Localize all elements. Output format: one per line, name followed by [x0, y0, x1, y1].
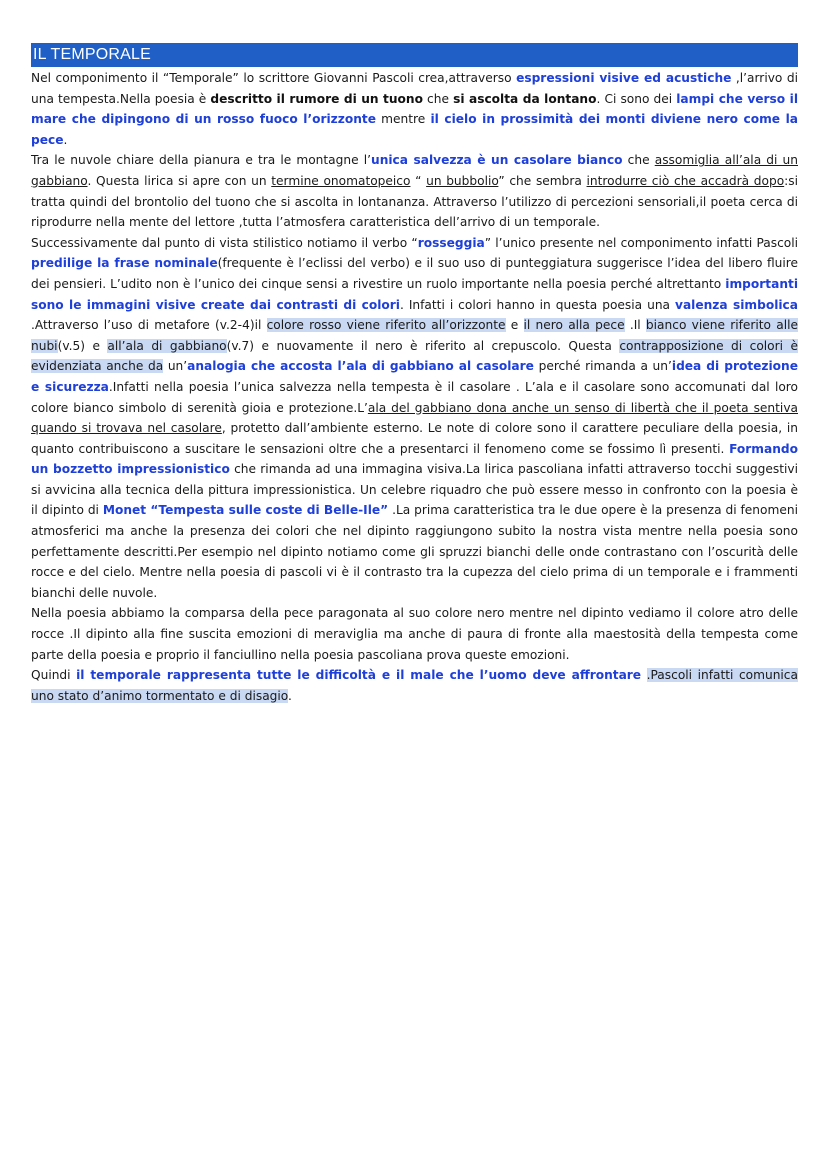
emphasis-text: importanti sono le immagini visive create dai contrasti di colori: [31, 276, 798, 312]
body-text: .Infatti nella poesia l’unica salvezza nella tempesta è il casolare . L’ala e il casolare sono accomunati dal loro colore bianco simbolo di serenità gioia e protezione.L’: [31, 379, 798, 415]
body-text: e: [505, 318, 524, 333]
body-text: ” che sembra: [498, 173, 587, 188]
body-text: perché rimanda a un’: [533, 359, 672, 374]
emphasis-text: unica salvezza è un casolare bianco: [371, 153, 623, 168]
body-text: Tra le nuvole chiare della pianura e tra le montagne l’: [31, 153, 372, 168]
body-text: Quindi: [31, 668, 77, 683]
underlined-text: ala del gabbiano dona anche un senso di libertà che il poeta sentiva quando si trovava nel casolare: [31, 400, 798, 436]
highlighted-text: all’ala di gabbiano: [107, 338, 227, 353]
body-text: mentre: [376, 112, 431, 127]
bold-text: descritto il rumore di un tuono: [210, 91, 423, 106]
body-text: che: [422, 91, 454, 106]
paragraph-1: [31, 68, 798, 150]
underlined-text: assomiglia all’ala di un gabbiano: [31, 153, 798, 188]
emphasis-text: predilige la frase nominale: [31, 256, 218, 271]
body-text: Nel componimento il “Temporale” lo scrittore Giovanni Pascoli crea,attraverso: [31, 71, 517, 85]
body-text: che: [622, 153, 655, 168]
emphasis-text: rosseggia: [417, 235, 485, 250]
emphasis-text: Formando un bozzetto impressionistico: [31, 441, 798, 477]
bold-text: si ascolta da lontano: [453, 91, 597, 106]
emphasis-text: idea di protezione e sicurezza: [31, 359, 799, 394]
paragraph-3: [31, 233, 798, 604]
body-text: . Infatti i colori hanno in questa poesia una: [399, 297, 676, 312]
emphasis-text: Monet “Tempesta sulle coste di Belle-Ile”: [102, 503, 389, 518]
body-text: .: [288, 688, 292, 703]
body-text: “: [410, 173, 427, 188]
highlighted-text: il nero alla pece: [523, 318, 625, 333]
body-text: .La prima caratteristica tra le due opere è la presenza di fenomeni atmosferici ma anche la presenza dei colori che nel dipinto raggiungono subito la nostra vista mentre nella poesia sono perfettamente descritti.Per esempio nel dipinto notiamo come gli spruzzi bianchi delle onde contrastano con l’oscurità delle rocce e del cielo. Mentre nella poesia di pascoli vi è il contrasto tra la cupezza del cielo prima di un temporale e i frammenti bianchi delle nuvole.: [31, 503, 798, 600]
body-text: che rimanda ad una immagina visiva.La lirica pascoliana infatti attraverso tocchi suggestivi si avvicina alla tecnica della pittura impressionistica. Un celebre riquadro che può essere messo in confronto con la poesia è il dipinto di: [31, 462, 798, 518]
body-text: un’: [163, 359, 188, 374]
emphasis-text: il cielo in prossimità dei monti diviene nero come la pece: [31, 112, 799, 147]
emphasis-text: valenza simbolica: [675, 297, 798, 312]
body-text: Successivamente dal punto di vista stilistico notiamo il verbo “: [31, 235, 418, 250]
underlined-text: un bubbolio: [426, 173, 499, 188]
body-text: (v.7) e nuovamente il nero è riferito al crepuscolo. Questa: [226, 338, 620, 353]
emphasis-text: analogia che accosta l’ala di gabbiano al casolare: [187, 359, 534, 374]
underlined-text: termine onomatopeico: [271, 173, 411, 188]
paragraph-5: [31, 665, 798, 706]
body-text: .Attraverso l’uso di metafore (v.2-4)il: [31, 318, 267, 333]
body-text: Nella poesia abbiamo la comparsa della pece paragonata al suo colore nero mentre nel dipinto vediamo il colore atro delle rocce .Il dipinto alla fine suscita emozioni di meraviglia ma anche di paura di fronte alla maestosità della tempesta come parte della poesia e proprio il fanciullino nella poesia pascoliana prova queste emozioni.: [31, 606, 798, 662]
highlighted-text: bianco viene riferito alle nubi: [31, 318, 798, 353]
document-page: [31, 43, 798, 706]
paragraph-4: [31, 603, 798, 665]
emphasis-text: espressioni visive ed acustiche: [516, 71, 732, 85]
underlined-text: introdurre ciò che accadrà dopo: [586, 173, 785, 188]
body-text: (frequente è l’eclissi del verbo) e il suo uso di punteggiatura suggerisce l’idea del libero fluire dei pensieri. L’udito non è l’unico dei cinque sensi a rivestire un ruolo importante nella poesia perché altrettanto: [31, 256, 798, 291]
body-text: . Ci sono dei: [596, 91, 677, 106]
body-text: (v.5) e: [57, 338, 108, 353]
body-text: [641, 668, 647, 682]
highlighted-text: .Pascoli infatti comunica uno stato d’animo tormentato e di disagio: [31, 668, 798, 703]
body-text: :si tratta quindi del brontolio del tuono che si ascolta in lontananza. Attraverso l’utilizzo di percezioni sensoriali,il poeta cerca di riprodurre nella mente del lettore ,tutta l’atmosfera caratteristica dell’arrivo di un temporale.: [31, 173, 799, 230]
highlighted-text: colore rosso viene riferito all’orizzonte: [266, 318, 506, 333]
body-text: ” l’unico presente nel componimento infatti Pascoli: [484, 235, 798, 250]
highlighted-text: contrapposizione di colori è evidenziata anche da: [31, 338, 798, 374]
body-text: . Questa lirica si apre con un: [87, 173, 272, 188]
paragraph-2: [31, 150, 798, 232]
body-text: ,l’arrivo di una tempesta.Nella poesia è: [31, 71, 798, 106]
emphasis-text: il temporale rappresenta tutte le difficoltà e il male che l’uomo deve affrontare: [76, 668, 642, 683]
document-title: IL TEMPORALE: [31, 43, 798, 67]
body-text: , protetto dall’ambiente esterno. Le note di colore sono il carattere peculiare della poesia, in quanto contribuiscono a suscitare le sensazioni oltre che a presentarci il fenomeno come se fossimo lì presenti.: [31, 421, 798, 456]
body-text: .: [63, 132, 68, 147]
emphasis-text: lampi che verso il mare che dipingono di un rosso fuoco l’orizzonte: [31, 91, 798, 127]
body-text: .Il: [624, 318, 646, 333]
